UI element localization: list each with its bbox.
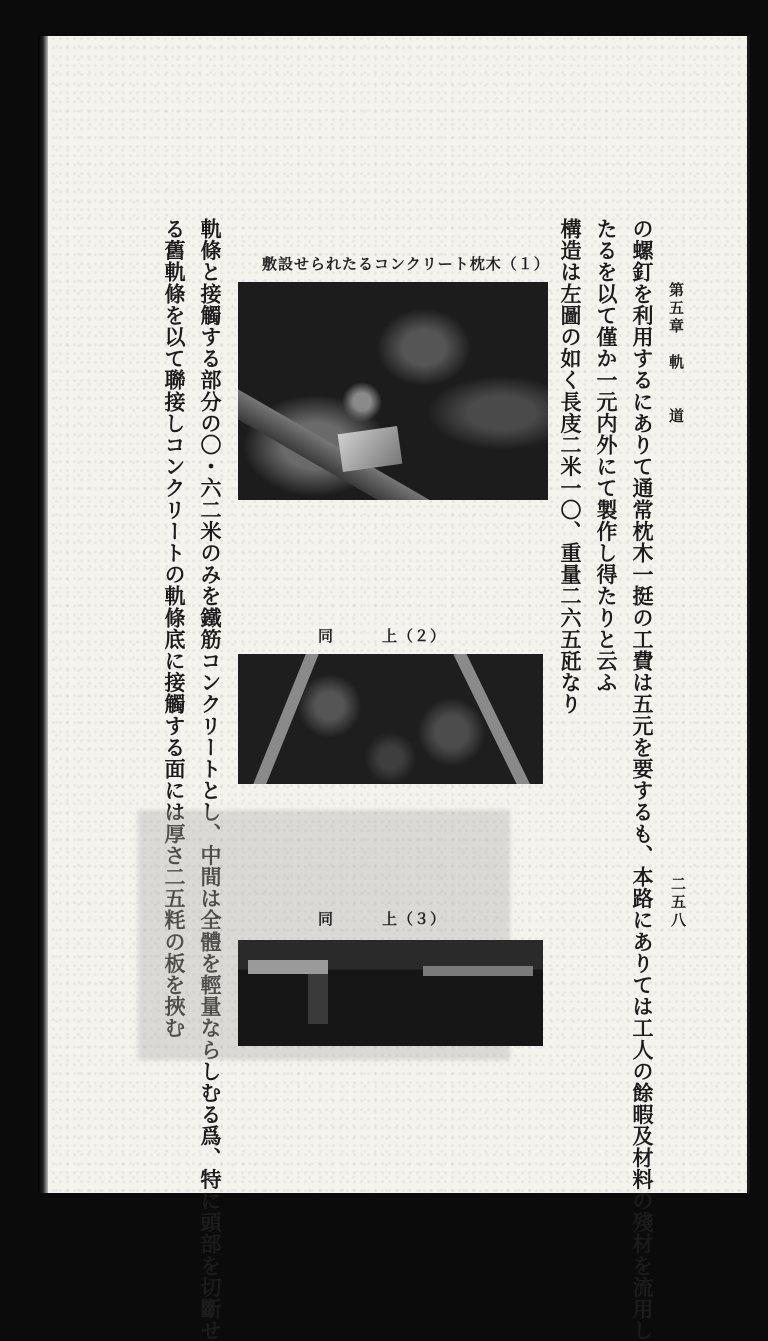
figure-1-caption: 敷設せられたるコンクリート枕木（１） (262, 255, 550, 273)
body-line-1: の螺釘を利用するにありて通常枕木一挺の工費は五元を要するも、本路にありては工人の餘暇及材料の殘材を流用し (630, 218, 655, 1341)
body-line-5: る舊軌條を以て聯接しコンクリートの軌條底に接觸する面には厚さ二五粍の板を挾む (162, 218, 187, 1039)
page-edge (747, 36, 750, 1193)
rail-shape (454, 654, 535, 784)
chapter-header: 第五章 軌 道 (667, 282, 685, 426)
figure-3-caption: 同 上（３） (318, 910, 447, 928)
rail-shape (248, 654, 319, 784)
sleeper-slab-shape (423, 966, 533, 976)
figure-1-photo (238, 282, 548, 500)
page-spine-shadow (38, 36, 48, 1193)
sleeper-slab-shape (248, 960, 328, 974)
body-line-2: たるを以て僅か一元内外にて製作し得たりと云ふ (594, 218, 619, 694)
figure-2-photo (238, 654, 543, 784)
sleeper-slot-shape (308, 974, 328, 1024)
body-line-4: 軌條と接觸する部分の〇・六二米のみを鐵筋コンクリートとし、中間は全體を輕量ならしむる爲、特に頭部を切斷せ (198, 218, 223, 1341)
page-number: 二五八 (669, 876, 687, 930)
figure-2-caption: 同 上（２） (318, 627, 447, 645)
concrete-sleeper-shape (338, 426, 403, 472)
body-line-3: 構造は左圖の如く長庋二米一〇、重量二六五瓩なり (558, 218, 583, 715)
figure-3-photo (238, 940, 543, 1046)
